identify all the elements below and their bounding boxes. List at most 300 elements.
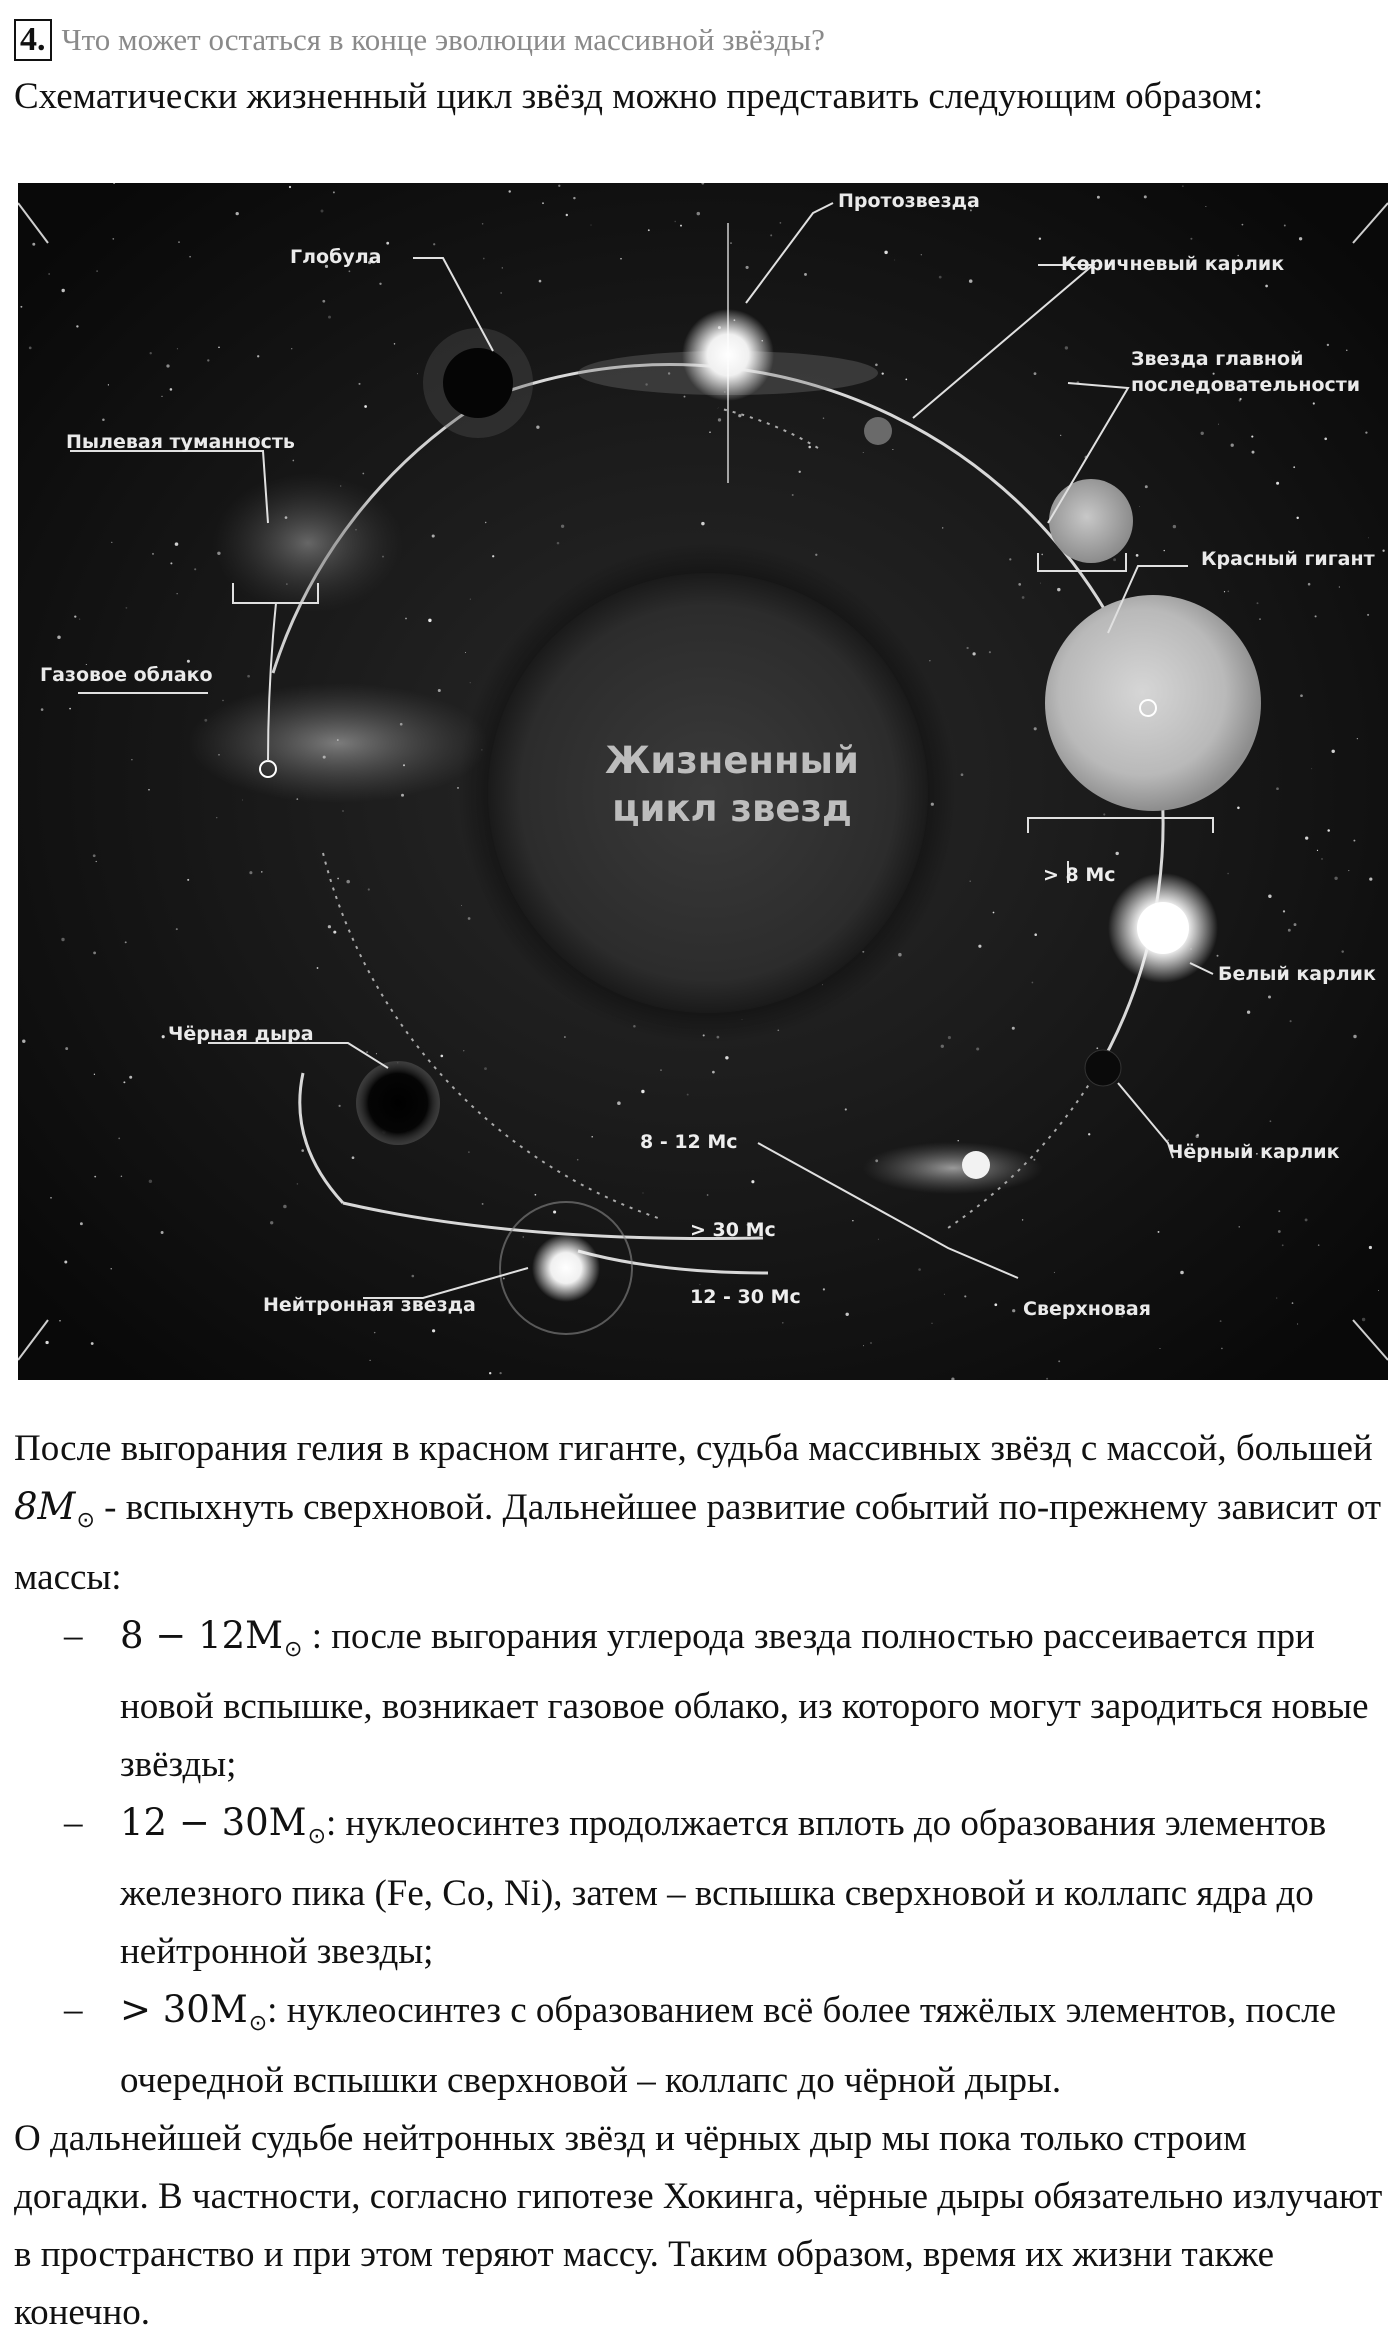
star-dot xyxy=(804,273,807,276)
list-item xyxy=(14,1794,1384,1981)
star-dot xyxy=(468,917,471,920)
star-dot xyxy=(428,619,431,622)
star-dot xyxy=(725,1056,728,1059)
star-dot xyxy=(1103,813,1105,815)
star-dot xyxy=(484,1067,487,1070)
star-dot xyxy=(966,647,968,649)
star-dot xyxy=(746,266,749,269)
star-dot xyxy=(149,1180,152,1183)
star-dot xyxy=(1353,1035,1356,1038)
star-dot xyxy=(1276,482,1279,485)
star-dot xyxy=(358,383,360,385)
star-dot xyxy=(338,1105,340,1107)
star-dot xyxy=(1039,237,1041,239)
star-dot xyxy=(482,223,484,225)
star-dot xyxy=(1057,588,1060,591)
star-dot xyxy=(1282,1244,1284,1246)
star-dot xyxy=(379,283,381,285)
case-text: : после выгорания углерода звезда полностью рассеивается при новой вспышке, возникает газовое облако, из которого могут зародиться новые звёзды; xyxy=(120,1616,1369,1785)
star-dot xyxy=(577,1159,579,1161)
star-dot xyxy=(194,568,196,570)
star-dot xyxy=(111,542,112,543)
star-dot xyxy=(1197,1134,1199,1136)
star-dot xyxy=(921,254,922,255)
star-dot xyxy=(660,1069,662,1071)
star-dot xyxy=(1367,614,1369,616)
star-dot xyxy=(863,452,864,453)
star-dot xyxy=(1218,424,1219,425)
star-dot xyxy=(291,348,292,349)
star-dot xyxy=(918,1268,921,1271)
star-dot xyxy=(69,708,71,710)
star-dot xyxy=(892,449,893,450)
star-dot xyxy=(503,1277,505,1279)
star-dot xyxy=(978,945,981,948)
star-dot xyxy=(349,270,351,272)
star-dot xyxy=(1346,350,1347,351)
mass-cases-list xyxy=(14,1607,1384,2110)
star-dot xyxy=(1180,1271,1184,1275)
star-dot xyxy=(1353,840,1355,842)
star-dot xyxy=(170,562,172,564)
star-dot xyxy=(620,258,622,260)
star-dot xyxy=(470,682,471,683)
globule xyxy=(443,348,513,418)
star-dot xyxy=(942,527,943,528)
case-formula: 12 − 30M xyxy=(120,1801,307,1844)
star-dot xyxy=(1242,224,1244,226)
star-dot xyxy=(283,1205,287,1209)
star-dot xyxy=(751,1180,754,1183)
star-dot xyxy=(1339,586,1340,587)
star-dot xyxy=(482,1203,484,1205)
star-dot xyxy=(93,952,96,955)
star-dot xyxy=(328,316,331,319)
star-dot xyxy=(709,431,710,432)
star-dot xyxy=(939,276,942,279)
star-dot xyxy=(1294,923,1297,926)
star-dot xyxy=(905,379,907,381)
star-dot xyxy=(440,1055,443,1058)
star-dot xyxy=(148,789,150,791)
mass-label-gt8: > 8 Мс xyxy=(1043,864,1116,886)
case-formula: 8 − 12M xyxy=(120,1614,284,1657)
star-dot xyxy=(1022,596,1025,599)
star-dot xyxy=(187,879,189,881)
star-dot xyxy=(501,292,502,293)
star-dot xyxy=(1173,525,1176,528)
star-dot xyxy=(1270,1120,1272,1122)
star-dot xyxy=(111,1268,112,1269)
star-dot xyxy=(50,1197,52,1199)
star-dot xyxy=(261,871,262,872)
star-dot xyxy=(508,190,510,192)
list-item xyxy=(14,1981,1384,2110)
star-dot xyxy=(870,1342,872,1344)
star-dot xyxy=(433,243,435,245)
star-dot xyxy=(1278,1210,1280,1212)
star-dot xyxy=(894,260,895,261)
star-dot xyxy=(1276,787,1279,790)
star-dot xyxy=(242,800,243,801)
star-dot xyxy=(536,426,539,429)
star-dot xyxy=(799,471,801,473)
star-dot xyxy=(112,238,114,240)
star-dot xyxy=(969,279,973,283)
star-dot xyxy=(823,418,824,419)
star-dot xyxy=(123,1081,125,1083)
star-dot xyxy=(648,229,650,231)
star-dot xyxy=(257,355,259,357)
star-dot xyxy=(1265,285,1268,288)
star-dot xyxy=(1247,1011,1250,1014)
star-dot xyxy=(131,759,132,760)
mass-symbol: 8M xyxy=(14,1485,76,1528)
star-dot xyxy=(852,1220,853,1221)
white-dwarf xyxy=(1137,902,1189,954)
star-dot xyxy=(553,1210,556,1213)
star-dot xyxy=(150,352,152,354)
label-red-giant: Красный гигант xyxy=(1201,548,1375,570)
star-dot xyxy=(152,553,154,555)
body-text xyxy=(14,1420,1384,2342)
star-dot xyxy=(366,1051,368,1053)
star-dot xyxy=(405,618,407,620)
star-dot xyxy=(207,359,209,361)
star-dot xyxy=(463,1050,464,1051)
star-dot xyxy=(337,878,339,880)
star-dot xyxy=(342,810,343,811)
star-dot xyxy=(1190,238,1192,240)
label-neutron-star: Нейтронная звезда xyxy=(263,1294,476,1316)
star-dot xyxy=(1054,1272,1055,1273)
star-dot xyxy=(1065,346,1068,349)
star-dot xyxy=(270,1221,273,1224)
star-dot xyxy=(108,384,109,385)
star-dot xyxy=(1217,955,1219,957)
supernova-core xyxy=(962,1151,990,1179)
star-dot xyxy=(845,1108,847,1110)
star-dot xyxy=(483,258,485,260)
star-dot xyxy=(65,1047,68,1050)
star-dot xyxy=(1334,877,1337,880)
star-dot xyxy=(539,280,542,283)
star-dot xyxy=(1369,877,1372,880)
star-dot xyxy=(1221,1348,1223,1350)
star-dot xyxy=(1327,344,1329,346)
star-dot xyxy=(297,1183,299,1185)
star-dot xyxy=(687,1094,689,1096)
label-dust-nebula: Пылевая туманность xyxy=(66,431,295,453)
star-dot xyxy=(680,225,682,227)
star-dot xyxy=(1228,591,1230,593)
star-dot xyxy=(20,306,22,308)
star-dot xyxy=(1034,372,1037,375)
star-dot xyxy=(1237,807,1240,810)
star-dot xyxy=(321,210,324,213)
star-dot xyxy=(364,405,367,408)
star-dot xyxy=(1268,895,1271,898)
star-dot xyxy=(129,1076,132,1079)
label-main-sequence-line2: последовательности xyxy=(1131,374,1361,396)
star-dot xyxy=(465,652,466,653)
star-dot xyxy=(1293,466,1295,468)
star-dot xyxy=(564,1036,566,1038)
star-dot xyxy=(523,1236,524,1237)
star-dot xyxy=(1041,554,1043,556)
star-dot xyxy=(1299,237,1302,240)
star-dot xyxy=(1283,910,1285,912)
star-dot xyxy=(1305,1218,1308,1221)
star-dot xyxy=(989,651,991,653)
star-dot xyxy=(94,1074,95,1075)
star-dot xyxy=(961,773,964,776)
star-dot xyxy=(684,396,686,398)
star-dot xyxy=(61,289,64,292)
star-dot xyxy=(80,1222,83,1225)
star-dot xyxy=(941,1045,944,1048)
star-dot xyxy=(485,522,486,523)
star-dot xyxy=(1327,829,1330,832)
star-dot xyxy=(994,1303,997,1306)
paragraph-final: О дальнейшей судьбе нейтронных звёзд и чёрных дыр мы пока только строим догадки. В частности, согласно гипотезе Хокинга, чёрные дыры обязательно излучают в пространство и при этом теряют массу. Таким образом, время их жизни также конечно. xyxy=(14,2118,1383,2333)
mass-label-gt30: > 30 Мс xyxy=(690,1219,776,1241)
star-dot xyxy=(369,1360,370,1361)
label-gas-cloud: Газовое облако xyxy=(40,664,213,686)
case-text: : нуклеосинтез с образованием всё более тяжёлых элементов, после очередной вспышки сверхновой – коллапс до чёрной дыры. xyxy=(120,1990,1337,2101)
paragraph-1-part-a: После выгорания гелия в красном гиганте, судьба массивных звёзд с массой, большей xyxy=(14,1428,1373,1469)
case-formula: > 30M xyxy=(120,1988,248,2031)
star-dot xyxy=(617,1101,621,1105)
star-dot xyxy=(674,221,675,222)
star-dot xyxy=(1160,1348,1161,1349)
star-dot xyxy=(32,243,35,246)
star-dot xyxy=(102,418,105,421)
star-dot xyxy=(166,364,169,367)
star-dot xyxy=(863,1345,864,1346)
star-dot xyxy=(1034,933,1037,936)
star-dot xyxy=(823,1288,825,1290)
star-dot xyxy=(333,931,336,934)
star-dot xyxy=(1278,1230,1281,1233)
star-dot xyxy=(1060,435,1061,436)
star-dot xyxy=(730,242,731,243)
star-dot xyxy=(1136,554,1139,557)
star-dot xyxy=(249,871,252,874)
star-dot xyxy=(1268,996,1271,999)
star-dot xyxy=(707,1194,709,1196)
star-dot xyxy=(770,234,772,236)
star-dot xyxy=(1096,1047,1098,1049)
star-dot xyxy=(1231,444,1234,447)
sun-symbol: ⊙ xyxy=(307,1823,327,1848)
star-dot xyxy=(502,267,503,268)
star-dot xyxy=(535,1194,537,1196)
star-dot xyxy=(1341,950,1343,952)
star-dot xyxy=(1321,858,1322,859)
star-dot xyxy=(1296,517,1298,519)
star-dot xyxy=(1318,1244,1320,1246)
star-dot xyxy=(1009,558,1011,560)
star-dot xyxy=(301,1149,304,1152)
star-dot xyxy=(780,222,782,224)
star-dot xyxy=(932,1323,933,1324)
star-dot xyxy=(738,414,741,417)
black-dwarf xyxy=(1085,1050,1121,1086)
star-dot xyxy=(1305,836,1308,839)
star-dot xyxy=(1313,402,1315,404)
star-dot xyxy=(59,1320,61,1322)
star-dot xyxy=(1018,583,1021,586)
star-dot xyxy=(1378,1290,1379,1291)
black-hole xyxy=(356,1061,440,1145)
star-dot xyxy=(697,212,700,215)
star-dot xyxy=(489,1372,491,1374)
star-dot xyxy=(374,1332,375,1333)
star-dot xyxy=(1012,1027,1015,1030)
star-dot xyxy=(1290,1020,1292,1022)
sun-symbol: ⊙ xyxy=(248,2010,268,2035)
star-dot xyxy=(216,817,217,818)
star-dot xyxy=(712,1071,715,1074)
star-dot xyxy=(333,191,335,193)
question-text: Что может остаться в конце эволюции массивной звёзды? xyxy=(61,22,825,57)
star-dot xyxy=(176,928,178,930)
star-dot xyxy=(1239,1226,1240,1227)
star-dot xyxy=(718,418,721,421)
star-dot xyxy=(74,615,76,617)
star-dot xyxy=(1205,206,1206,207)
star-dot xyxy=(412,1275,415,1278)
star-dot xyxy=(929,660,930,661)
star-dot xyxy=(1115,852,1118,855)
star-dot xyxy=(1227,873,1229,875)
star-dot xyxy=(1324,437,1327,440)
star-dot xyxy=(845,1313,848,1316)
star-dot xyxy=(376,1053,377,1054)
star-dot xyxy=(187,660,190,663)
star-dot xyxy=(175,542,179,546)
star-dot xyxy=(178,241,179,242)
star-life-cycle-diagram xyxy=(18,183,1388,1380)
star-dot xyxy=(1311,768,1312,769)
star-dot xyxy=(558,185,560,187)
star-dot xyxy=(542,202,544,204)
star-dot xyxy=(1164,550,1165,551)
star-dot xyxy=(1292,1302,1294,1304)
star-dot xyxy=(1368,537,1369,538)
star-dot xyxy=(125,941,127,943)
star-dot xyxy=(1182,186,1183,187)
star-dot xyxy=(438,689,441,692)
question-line xyxy=(14,18,825,62)
star-dot xyxy=(701,522,704,525)
star-dot xyxy=(875,364,878,367)
star-dot xyxy=(1357,738,1358,739)
star-dot xyxy=(882,372,884,374)
gas-cloud xyxy=(188,683,488,803)
star-dot xyxy=(170,388,173,391)
sun-symbol: ⊙ xyxy=(284,1636,303,1661)
star-dot xyxy=(964,1295,966,1297)
star-dot xyxy=(1158,1231,1160,1233)
star-dot xyxy=(1315,615,1317,617)
star-dot xyxy=(976,1047,979,1050)
star-dot xyxy=(1139,506,1140,507)
star-dot xyxy=(1097,196,1100,199)
star-dot xyxy=(1224,591,1225,592)
intro-text: Схематически жизненный цикл звёзд можно представить следующим образом: xyxy=(14,76,1264,117)
brown-dwarf xyxy=(864,417,892,445)
star-dot xyxy=(461,905,462,906)
star-dot xyxy=(1022,1219,1023,1220)
star-dot xyxy=(1369,1246,1372,1249)
star-dot xyxy=(492,555,494,557)
star-dot xyxy=(1308,583,1311,586)
star-dot xyxy=(969,880,970,881)
star-dot xyxy=(1201,432,1204,435)
list-dash: – xyxy=(64,1615,83,1656)
dust-nebula xyxy=(213,473,403,613)
star-dot xyxy=(1284,225,1286,227)
star-dot xyxy=(499,1372,501,1374)
star-dot xyxy=(948,1036,951,1039)
paragraph-1-part-b: - вспыхнуть сверхновой. Дальнейшее развитие событий по-прежнему зависит от массы: xyxy=(14,1487,1381,1598)
star-dot xyxy=(61,938,64,941)
star-dot xyxy=(362,473,364,475)
label-black-dwarf: Чёрный карлик xyxy=(1168,1141,1340,1163)
star-dot xyxy=(177,348,178,349)
star-dot xyxy=(699,1284,700,1285)
star-dot xyxy=(236,212,239,215)
star-dot xyxy=(1251,436,1253,438)
star-dot xyxy=(573,197,575,199)
star-dot xyxy=(782,1322,784,1324)
neutron-star xyxy=(532,1234,600,1302)
star-dot xyxy=(641,1090,644,1093)
star-dot xyxy=(93,854,96,857)
star-dot xyxy=(317,967,319,969)
star-dot xyxy=(368,888,370,890)
main-sequence-star xyxy=(1049,479,1133,563)
star-dot xyxy=(328,925,331,928)
star-dot xyxy=(1032,982,1034,984)
question-number: 4. xyxy=(14,19,52,61)
star-dot xyxy=(792,494,794,496)
mass-label-8-12: 8 - 12 Мс xyxy=(640,1131,738,1153)
star-dot xyxy=(1220,1320,1222,1322)
list-item xyxy=(14,1607,1384,1794)
star-dot xyxy=(161,396,162,397)
label-supernova: Сверхновая xyxy=(1023,1298,1151,1320)
star-dot xyxy=(96,270,98,272)
label-brown-dwarf: Коричневый карлик xyxy=(1061,253,1285,275)
star-dot xyxy=(561,525,564,528)
star-dot xyxy=(322,300,325,303)
star-dot xyxy=(1259,618,1261,620)
star-dot xyxy=(884,251,887,254)
star-dot xyxy=(177,593,178,594)
star-dot xyxy=(96,861,97,862)
mass-label-12-30: 12 - 30 Мс xyxy=(690,1286,801,1308)
star-dot xyxy=(394,343,395,344)
star-dot xyxy=(1348,870,1349,871)
star-dot xyxy=(1040,583,1041,584)
sun-symbol: ⊙ xyxy=(76,1507,95,1532)
list-dash: – xyxy=(64,1989,83,2030)
star-dot xyxy=(218,346,220,348)
list-dash: – xyxy=(64,1802,83,1843)
